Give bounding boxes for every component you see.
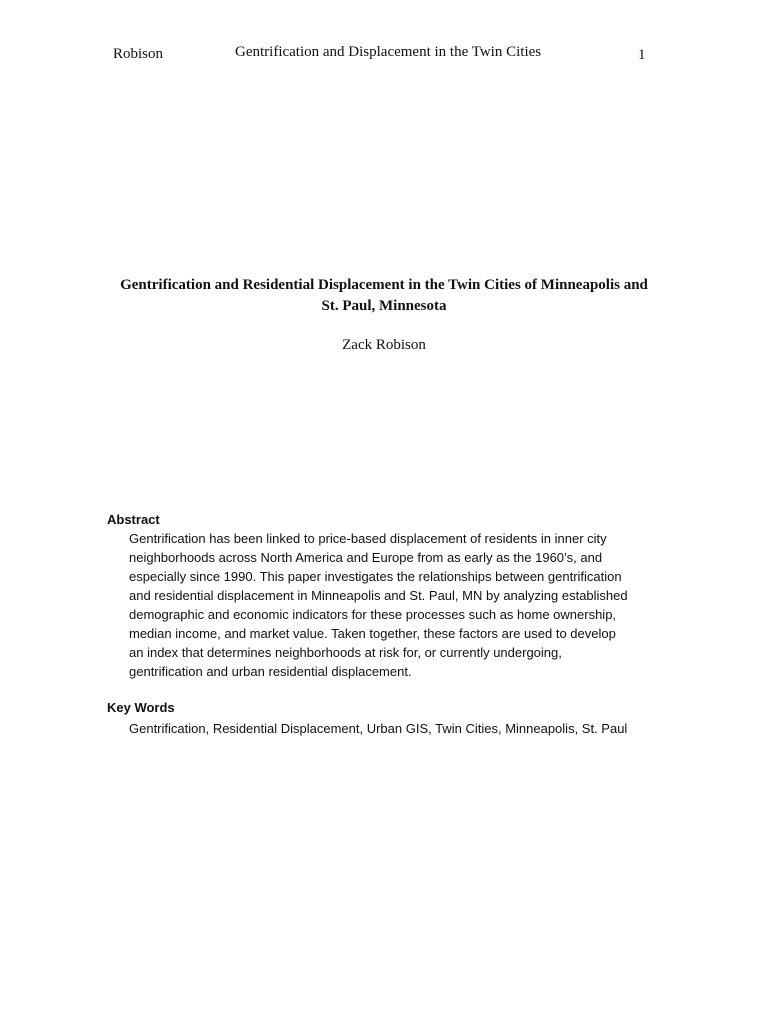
keywords-text: Gentrification, Residential Displacement, Urban GIS, Twin Cities, Minneapolis, St. Paul bbox=[129, 721, 628, 736]
abstract-line: median income, and market value. Taken together, these factors are used to develop bbox=[129, 626, 616, 641]
page-number: 1 bbox=[638, 47, 646, 63]
abstract-body bbox=[129, 529, 669, 681]
abstract-line: Gentrification has been linked to price-based displacement of residents in inner city bbox=[129, 531, 607, 546]
abstract-line: an index that determines neighborhoods at risk for, or currently undergoing, bbox=[129, 645, 562, 660]
abstract-line: and residential displacement in Minneapolis and St. Paul, MN by analyzing established bbox=[129, 588, 628, 603]
abstract-line: demographic and economic indicators for these processes such as home ownership, bbox=[129, 607, 617, 622]
paper-author: Zack Robison bbox=[342, 337, 426, 353]
abstract-line: neighborhoods across North America and Europe from as early as the 1960’s, and bbox=[129, 550, 603, 565]
abstract-line: especially since 1990. This paper investigates the relationships between gentrification bbox=[129, 569, 622, 584]
paper-title-line-1: Gentrification and Residential Displacement in the Twin Cities of Minneapolis and bbox=[120, 277, 648, 293]
running-header bbox=[0, 44, 768, 64]
abstract-heading: Abstract bbox=[107, 512, 160, 527]
paper-title bbox=[100, 275, 668, 317]
keywords-body bbox=[129, 719, 669, 738]
paper-title-line-2: St. Paul, Minnesota bbox=[321, 298, 447, 314]
keywords-heading: Key Words bbox=[107, 700, 175, 715]
header-short-title: Gentrification and Displacement in the Twin Cities bbox=[235, 44, 542, 60]
header-author: Robison bbox=[113, 46, 164, 62]
abstract-line: gentrification and urban residential displacement. bbox=[129, 664, 412, 679]
